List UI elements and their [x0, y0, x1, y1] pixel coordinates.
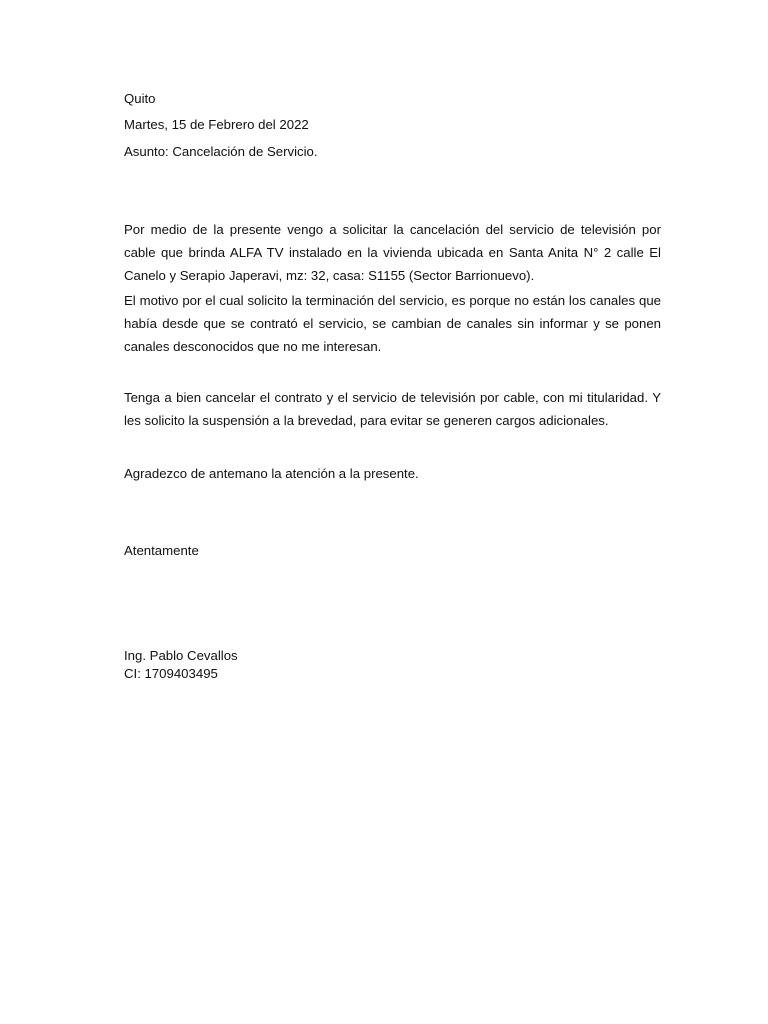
signer-name: Ing. Pablo Cevallos: [124, 648, 238, 663]
signer-id: CI: 1709403495: [124, 666, 218, 681]
letter-date: Martes, 15 de Febrero del 2022: [124, 117, 309, 132]
closing-valediction: Atentamente: [124, 543, 199, 558]
body-paragraph-reason: El motivo por el cual solicito la terminación del servicio, es porque no están los canales que había desde que se contrató el servicio, se cambian de canales sin informar y se ponen canales desconocidos que no me interesan.: [124, 293, 661, 354]
body-paragraph-cancel-request: Tenga a bien cancelar el contrato y el servicio de televisión por cable, con mi titularidad. Y les solicito la suspensión a la brevedad, para evitar se generen cargos adicionales.: [124, 390, 661, 428]
signature-block: [124, 647, 238, 683]
letter-city: Quito: [124, 91, 156, 106]
letter-subject: Asunto: Cancelación de Servicio.: [124, 144, 318, 159]
body-paragraph-thanks: Agradezco de antemano la atención a la presente.: [124, 466, 419, 481]
body-paragraph-request: Por medio de la presente vengo a solicitar la cancelación del servicio de televisión por cable que brinda ALFA TV instalado en la vivienda ubicada en Santa Anita N° 2 calle El Canelo y Serapio Japeravi, mz: 32, casa: S1155 (Sector Barrionuevo).: [124, 222, 661, 283]
